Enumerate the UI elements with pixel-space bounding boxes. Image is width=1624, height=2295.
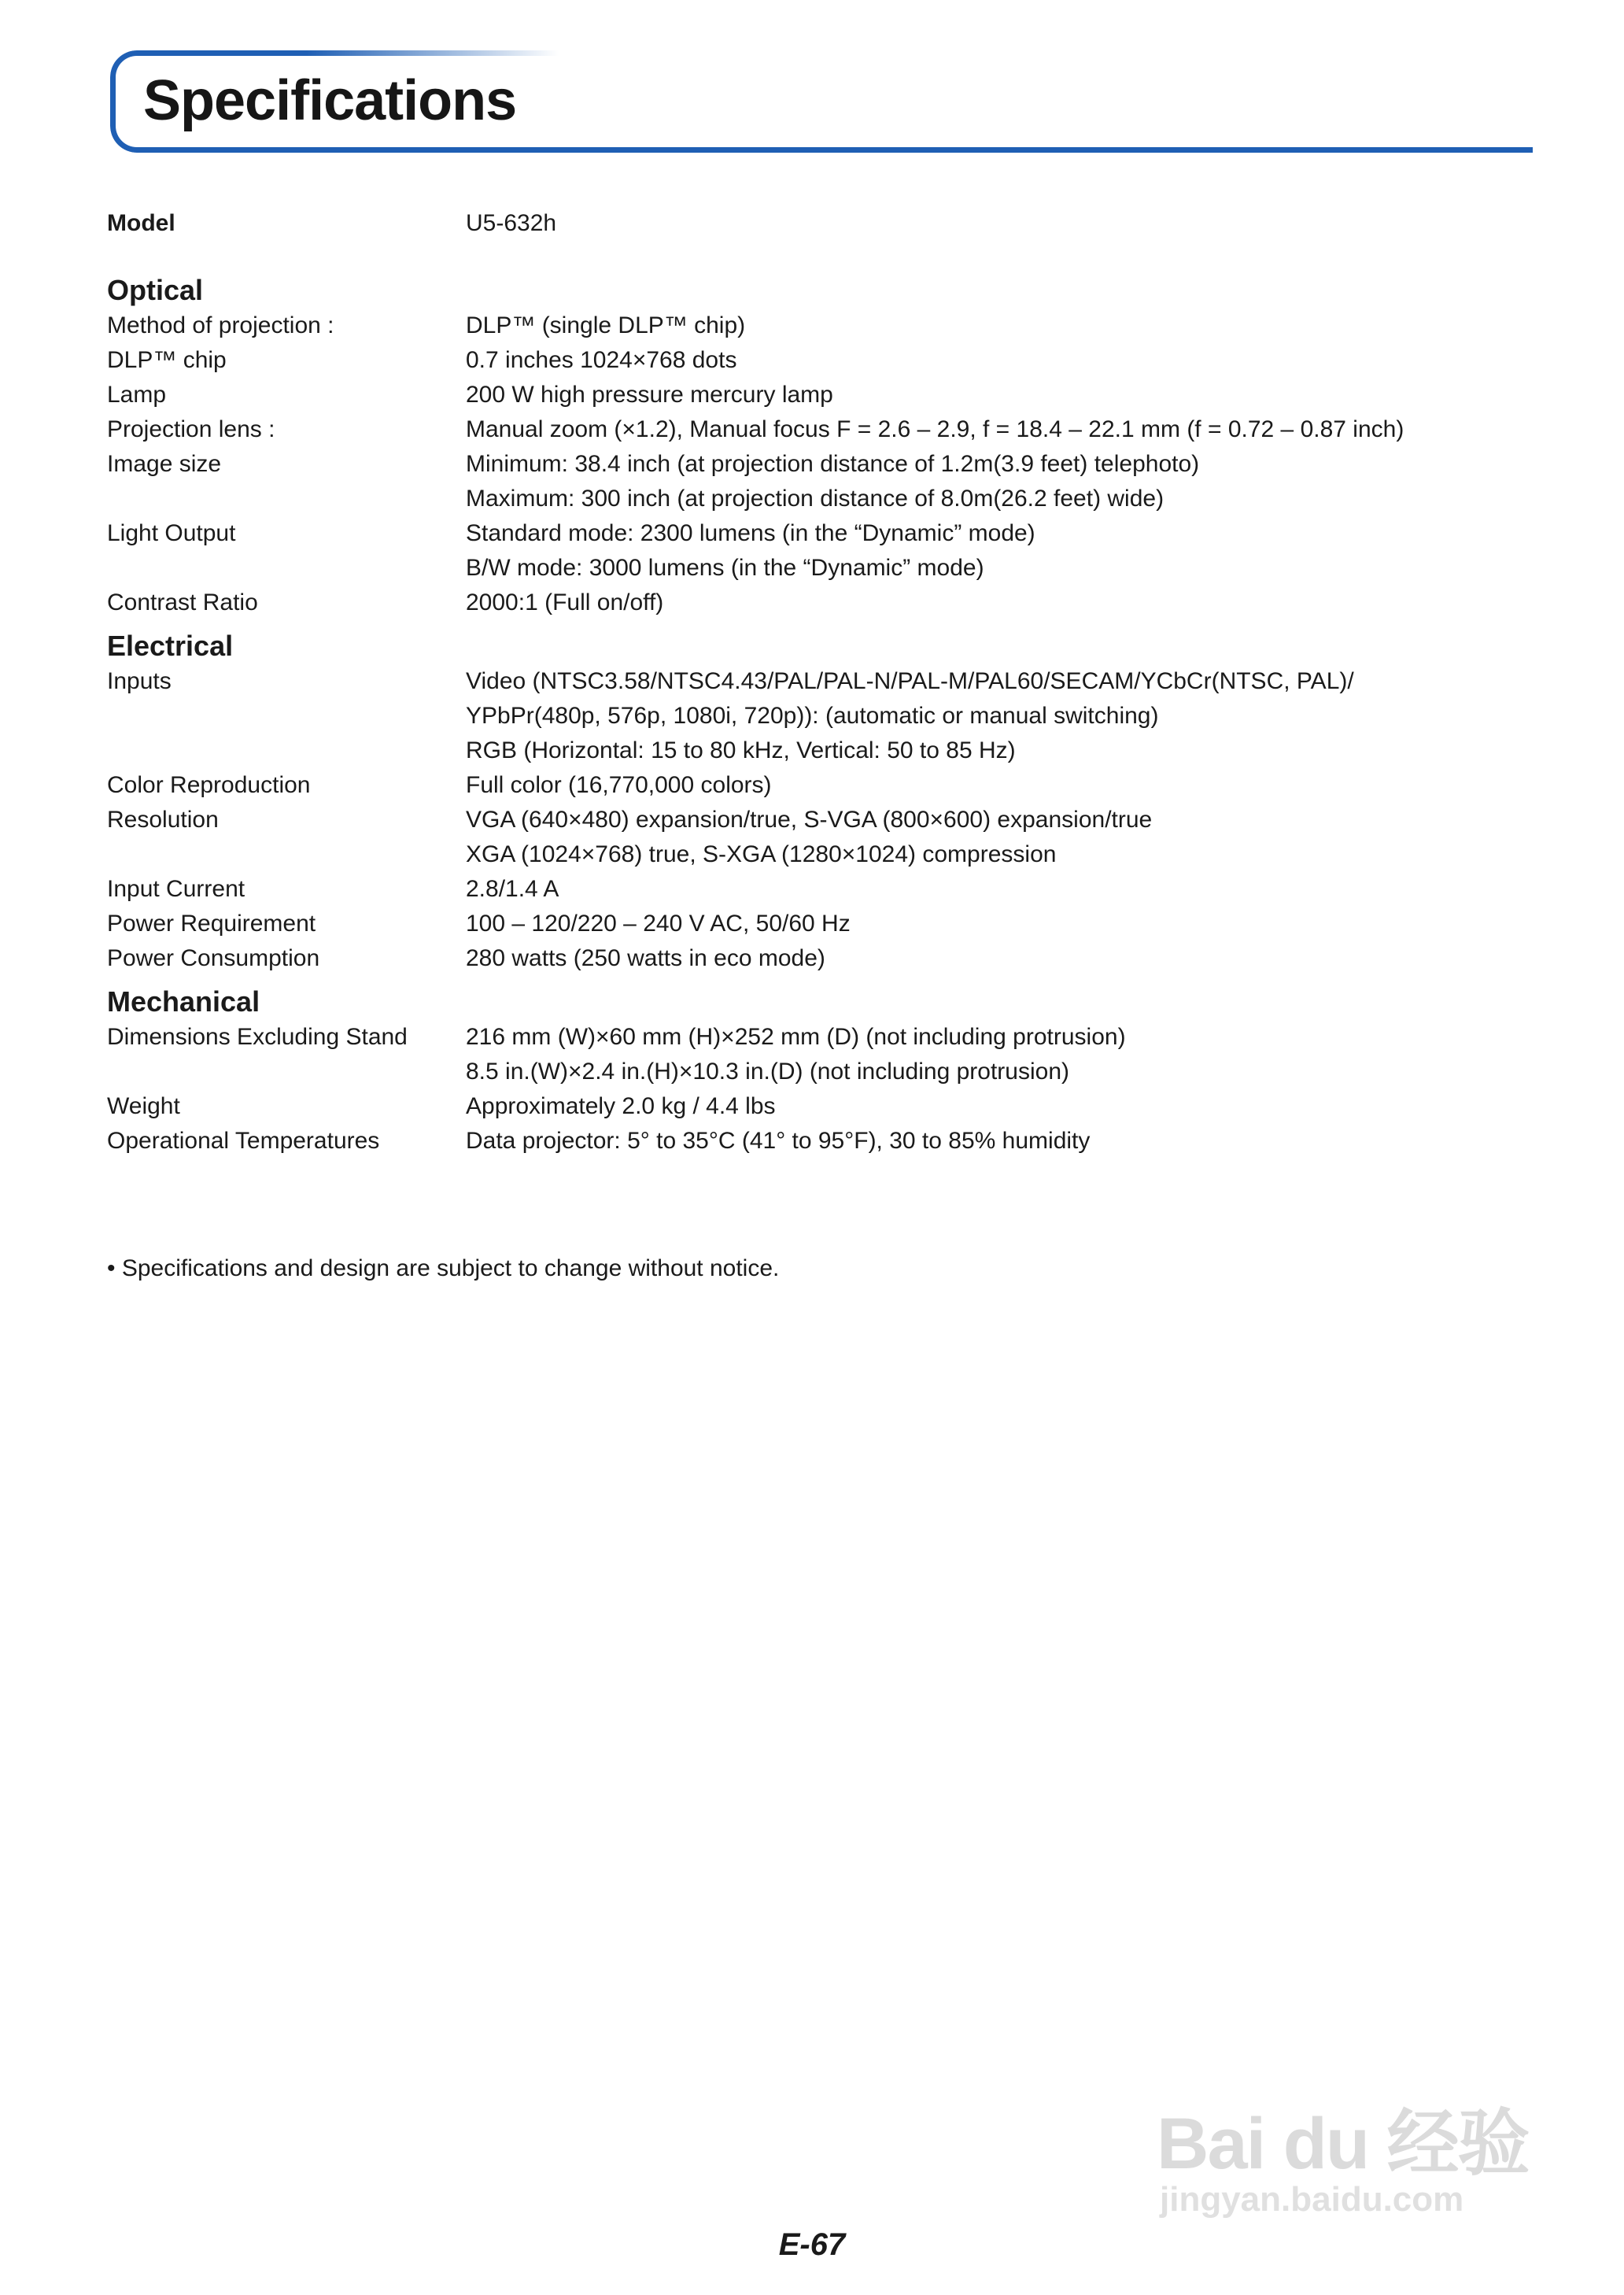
- spec-label: Method of projection :: [107, 312, 334, 338]
- spec-label: Contrast Ratio: [107, 589, 258, 615]
- spec-row: [107, 768, 1523, 803]
- spec-row: [107, 664, 1523, 699]
- spec-value: 0.7 inches 1024×768 dots: [466, 347, 737, 373]
- spec-row: [107, 447, 1523, 482]
- watermark: [1157, 2046, 1550, 2227]
- spec-label: Resolution: [107, 807, 219, 833]
- spec-label: Power Requirement: [107, 911, 316, 937]
- page-title: Specifications: [143, 69, 517, 132]
- spec-label: DLP™ chip: [107, 347, 227, 373]
- spec-value: 2000:1 (Full on/off): [466, 589, 664, 615]
- spec-row: [107, 1020, 1523, 1055]
- spec-row: [107, 907, 1523, 941]
- model-label: Model: [107, 210, 175, 236]
- spec-label: Power Consumption: [107, 945, 320, 971]
- spec-row: [107, 516, 1523, 551]
- watermark-logo: Bai du 经验: [1157, 2104, 1529, 2184]
- spec-sections: [107, 272, 1523, 1159]
- section-heading: Electrical: [107, 630, 234, 662]
- spec-row: [107, 1055, 1523, 1089]
- spec-list: [107, 206, 1523, 1159]
- spec-row: [107, 699, 1523, 734]
- spec-label: Lamp: [107, 382, 167, 408]
- spec-value: 280 watts (250 watts in eco mode): [466, 945, 825, 971]
- section-heading: Optical: [107, 274, 204, 306]
- footnote: • Specifications and design are subject to change without notice.: [107, 1255, 780, 1281]
- spec-value: Manual zoom (×1.2), Manual focus F = 2.6 – 2.9, f = 18.4 – 22.1 mm (f = 0.72 – 0.87 inch): [466, 416, 1404, 442]
- spec-value: Standard mode: 2300 lumens (in the “Dynamic” mode): [466, 520, 1035, 546]
- spec-label: Weight: [107, 1093, 180, 1119]
- header-fade: [134, 49, 1550, 58]
- spec-value: Approximately 2.0 kg / 4.4 lbs: [466, 1093, 776, 1119]
- model-row: [107, 206, 1523, 241]
- spec-row: [107, 837, 1523, 872]
- spec-row: [107, 941, 1523, 976]
- spec-value: 2.8/1.4 A: [466, 876, 559, 902]
- spec-label: Color Reproduction: [107, 772, 311, 798]
- spec-value: B/W mode: 3000 lumens (in the “Dynamic” mode): [466, 555, 984, 581]
- spec-value: Full color (16,770,000 colors): [466, 772, 772, 798]
- spacer: [107, 241, 1523, 264]
- spec-label: Inputs: [107, 668, 172, 694]
- spec-value: Maximum: 300 inch (at projection distance of 8.0m(26.2 feet) wide): [466, 486, 1164, 512]
- spec-value: DLP™ (single DLP™ chip): [466, 312, 746, 338]
- spec-label: Operational Temperatures: [107, 1128, 380, 1154]
- spec-row: [107, 803, 1523, 837]
- spec-row: [107, 309, 1523, 343]
- spec-value: 200 W high pressure mercury lamp: [466, 382, 833, 408]
- spec-label: Light Output: [107, 520, 236, 546]
- spec-row: [107, 734, 1523, 768]
- spec-value: XGA (1024×768) true, S-XGA (1280×1024) compression: [466, 841, 1057, 867]
- spec-value: 100 – 120/220 – 240 V AC, 50/60 Hz: [466, 911, 851, 937]
- spec-row: [107, 872, 1523, 907]
- spec-value: 216 mm (W)×60 mm (H)×252 mm (D) (not including protrusion): [466, 1024, 1126, 1050]
- spec-row: [107, 1089, 1523, 1124]
- spec-value: RGB (Horizontal: 15 to 80 kHz, Vertical: 50 to 85 Hz): [466, 737, 1016, 763]
- watermark-url: jingyan.baidu.com: [1160, 2180, 1464, 2219]
- spec-row: [107, 482, 1523, 516]
- spec-row: [107, 1124, 1523, 1159]
- section-heading: Mechanical: [107, 985, 260, 1018]
- spec-label: Input Current: [107, 876, 245, 902]
- spec-value: 8.5 in.(W)×2.4 in.(H)×10.3 in.(D) (not including protrusion): [466, 1059, 1069, 1085]
- spec-label: Dimensions Excluding Stand: [107, 1024, 408, 1050]
- spec-row: [107, 412, 1523, 447]
- spec-value: VGA (640×480) expansion/true, S-VGA (800×600) expansion/true: [466, 807, 1153, 833]
- spec-row: [107, 586, 1523, 620]
- page-header: [110, 50, 1534, 157]
- spec-row: [107, 343, 1523, 378]
- spec-value: Minimum: 38.4 inch (at projection distance of 1.2m(3.9 feet) telephoto): [466, 451, 1200, 477]
- spec-label: Image size: [107, 451, 222, 477]
- spec-value: Video (NTSC3.58/NTSC4.43/PAL/PAL-N/PAL-M/PAL60/SECAM/YCbCr(NTSC, PAL)/: [466, 668, 1354, 694]
- spec-row: [107, 551, 1523, 586]
- spec-row: [107, 378, 1523, 412]
- page-number: E-67: [778, 2227, 846, 2262]
- model-value: U5-632h: [466, 210, 557, 236]
- spec-label: Projection lens :: [107, 416, 275, 442]
- spec-value: YPbPr(480p, 576p, 1080i, 720p)): (automatic or manual switching): [466, 703, 1159, 729]
- spec-value: Data projector: 5° to 35°C (41° to 95°F), 30 to 85% humidity: [466, 1128, 1091, 1154]
